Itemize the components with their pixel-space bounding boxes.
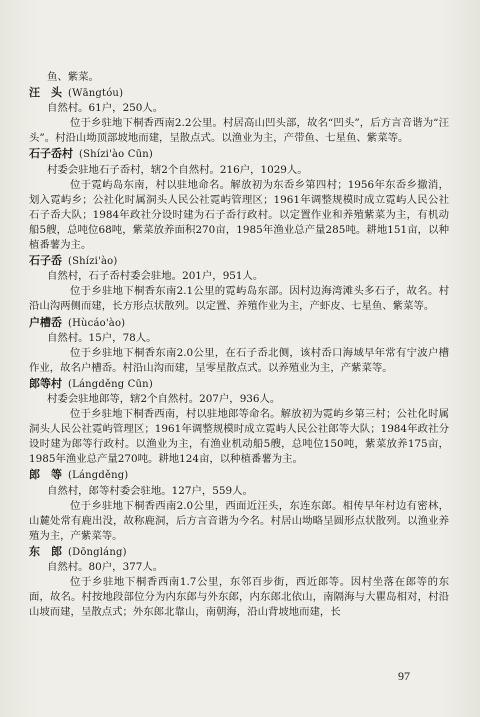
lead-text: 鱼、紫菜。 [47, 71, 99, 83]
entry-name: 郎 等 [29, 468, 62, 482]
entry-name: 汪 头 [29, 86, 62, 100]
entry-pinyin: (Lángděng Cūn) [68, 378, 153, 390]
entry-heading [29, 467, 449, 483]
entry-description: 位于霓屿岛东南，村以驻地命名。解放初为东岙乡第四村；1956年东岙乡撤消，划入霓屿乡；公社化时属洞头人民公社霓屿管理区；1961年调整规模时成立霓屿人民公社石子岙大队；1984年政社分设时建为石子岙行政村。以定置作业和养殖紫菜为主，有机动船5艘，总吨位68吨，紫菜放养面积270亩，1985年渔业总产量285吨。耕地151亩，以种植番薯为主。 [29, 178, 449, 252]
entry-heading [29, 544, 449, 560]
entry-name: 石子岙 [29, 254, 62, 268]
entry-name: 户槽岙 [29, 315, 62, 329]
entry-pinyin: (Lángděng) [68, 470, 129, 482]
entry-description: 位于乡驻地下桐香西南2.2公里。村居高山凹头部，故名“凹头”，后方言音谐为“汪头”。村沿山坳顶部坡地而建，呈散点式。以渔业为主，产带鱼、七星鱼、紫菜等。 [29, 117, 449, 145]
entry-description: 位于乡驻地下桐香东南2.0公里，在石子岙北侧，该村岙口海域早年常有宁波户槽作业，故名户槽岙。村沿山沟而建，呈零星散点式。以养殖业为主，产紫菜等。 [29, 346, 449, 374]
entry-description: 位于乡驻地下桐香西南，村以驻地郎等命名。解放初为霓屿乡第三村；公社化时属洞头人民公社霓屿管理区；1961年调整规模时成立霓屿人民公社郎等大队；1984年政社分设时建为郎等行政村。以渔业为主，有渔业机动船5艘，总吨位150吨，紫菜放养175亩，1985年渔业总产量270吨。耕地124亩，以种植番薯为主。 [29, 408, 449, 466]
entry-name: 东 郎 [29, 544, 62, 558]
entry-summary: 自然村。61户，250人。 [47, 102, 164, 115]
entry-pinyin: (Shízi'ào) [68, 256, 118, 268]
entry-heading [29, 376, 449, 392]
entry-pinyin: (Dōngláng) [68, 546, 127, 558]
entry-heading [29, 85, 449, 101]
entry-heading [29, 146, 449, 162]
entry-name: 郎等村 [29, 376, 62, 390]
entry-description: 位于乡驻地下桐香西南1.7公里，东邻百步街，西近郎等。因村坐落在郎等的东面，故名。村按地段部位分为内东郎与外东郎，内东郎北依山，南隔海与大瞿岛相对，村沿山坡而建，呈散点式；外东郎北靠山，南朝海，沿山背坡地而建，长 [29, 576, 449, 619]
entry-summary: 自然村，郎等村委会驻地。127户，559人。 [47, 484, 253, 497]
entry-summary: 村委会驻地石子岙村，辖2个自然村。216户，1029人。 [47, 163, 308, 176]
entry-summary: 村委会驻地郎等，辖2个自然村。207户，936人。 [47, 392, 281, 405]
entry-summary: 自然村，石子岙村委会驻地。201户，951人。 [47, 270, 264, 283]
entry-pinyin: (Shízi'ào Cūn) [79, 149, 154, 161]
entry-description: 位于乡驻地下桐香西南2.0公里，西面近汪头，东连东郎。相传早年村边有密林，山麓处常有鹿出没，故称鹿洞，后方言音谐为今名。村居山坳略呈圆形点状散列。以渔业养殖为主，产紫菜等。 [29, 499, 449, 542]
entry-name: 石子岙村 [29, 147, 73, 161]
entry-heading [29, 253, 449, 269]
entry-summary: 自然村。80户，377人。 [47, 561, 164, 573]
page-number: 97 [398, 669, 410, 683]
entry-description: 位于乡驻地下桐香东南2.1公里的霓屿岛东部。因村边海湾滩头多石子，故名。村沿山沟两侧而建，长方形点状散列。以定置、养殖作业为主，产虾皮、七星鱼、紫菜等。 [29, 285, 449, 313]
entry-heading [29, 315, 449, 331]
gazetteer-text [29, 70, 449, 620]
entry-pinyin: (Hùcáo'ào) [68, 317, 126, 329]
entry-summary: 自然村。15户，78人。 [47, 331, 157, 344]
entry-pinyin: (Wāngtóu) [68, 88, 124, 100]
